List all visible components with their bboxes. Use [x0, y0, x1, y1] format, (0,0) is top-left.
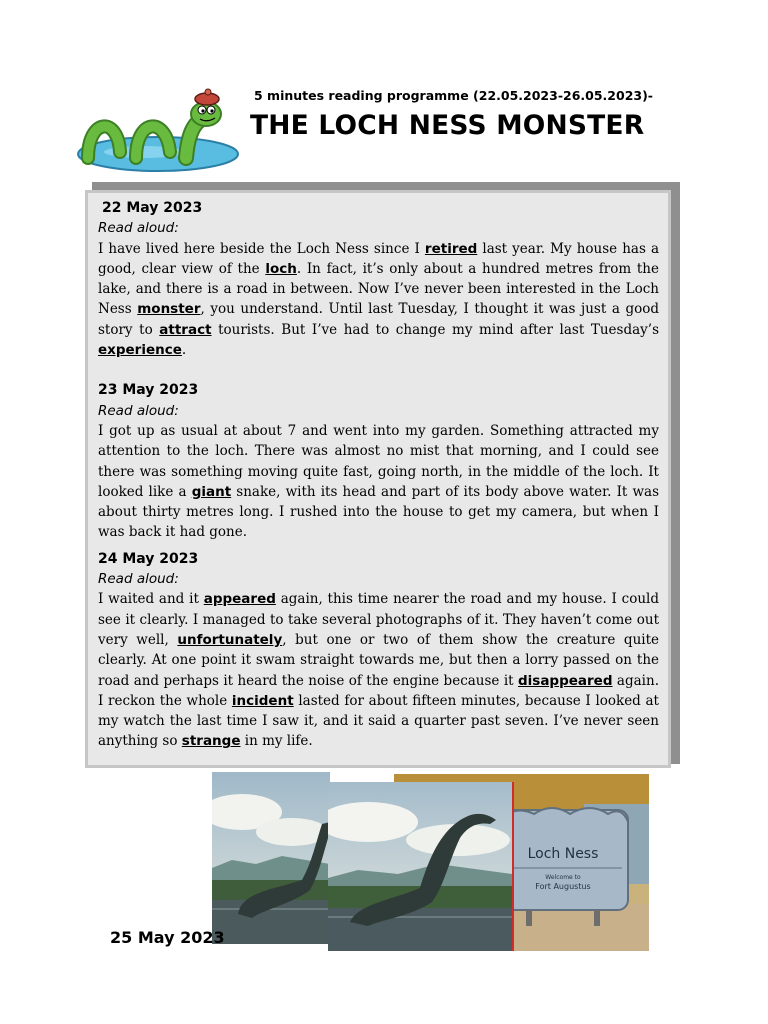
entry-date: 22 May 2023: [102, 200, 203, 216]
paragraph-text: again. I reckon the whole: [98, 672, 659, 709]
footer-date: 25 May 2023: [110, 928, 225, 947]
paragraph-text: .: [181, 342, 187, 359]
sign-welcome: Welcome to: [545, 874, 581, 881]
programme-subtitle: 5 minutes reading programme (22.05.2023-26.05.2023)-: [254, 88, 653, 103]
read-aloud-label: Read aloud:: [98, 571, 179, 588]
paragraph-text: , you understand. Until last Tuesday, I thought it was just a good story to: [98, 301, 659, 338]
paragraph-text: snake, with its head and part of its body above water. It was about thirty metres long. I rushed into the house to get my camera, but when I was back it had gone.: [98, 483, 659, 541]
paragraph-text: in my life.: [240, 733, 313, 750]
entry-date: 24 May 2023: [98, 550, 199, 567]
page-title: THE LOCH NESS MONSTER: [250, 110, 645, 141]
monster-photo-2: [328, 782, 514, 951]
paragraph-text: , but one or two of them show the creature quite clearly. At one point it swam straight towards me, but then a lorry passed on the road and perhaps it heard the noise of the engine because it: [98, 631, 659, 689]
entry-paragraph: [98, 589, 659, 751]
monster-photo-1: [212, 772, 330, 944]
paragraph-text: I waited and it: [98, 591, 204, 608]
paragraph-text: again, this time nearer the road and my house. I could see it clearly. I managed to take several photographs of it. They haven’t come out very well,: [98, 591, 659, 648]
paragraph-text: I got up as usual at about 7 and went into my garden. Something attracted my attention to the loch. There was almost no mist that morning, and I could see there was something moving quite fast, going north, in the middle of the loch. It looked like a: [98, 422, 659, 500]
paragraph-text: lasted for about fifteen minutes, because I looked at my watch the last time I saw it, and it said a quarter past seven. I’ve never seen anything so: [98, 692, 659, 750]
entry-paragraph: [98, 421, 659, 543]
vocabulary-keyword: monster: [137, 301, 201, 318]
vocabulary-keyword: retired: [424, 240, 478, 257]
vocabulary-keyword: appeared: [203, 591, 276, 608]
entry-24-may: [98, 549, 659, 752]
vocabulary-keyword: loch: [265, 260, 297, 277]
sign-title: Loch Ness: [527, 846, 599, 862]
reading-content: [98, 198, 659, 752]
vocabulary-keyword: giant: [191, 483, 232, 500]
vocabulary-keyword: incident: [231, 692, 294, 709]
entry-date: 23 May 2023: [98, 382, 199, 399]
vocabulary-keyword: attract: [159, 321, 212, 338]
vocabulary-keyword: unfortunately: [177, 631, 283, 648]
paragraph-text: . In fact, it’s only about a hundred metres from the lake, and there is a road in between. Now I’ve never been interested in the Loch Ness: [98, 260, 659, 318]
paragraph-text: last year. My house has a good, clear view of the: [98, 240, 659, 277]
read-aloud-label: Read aloud:: [98, 220, 179, 237]
read-aloud-label: Read aloud:: [98, 402, 179, 419]
entry-paragraph: [98, 239, 659, 361]
loch-ness-monster-clipart: [74, 88, 240, 180]
entry-22-may: [98, 198, 659, 360]
entry-23-may: [98, 380, 659, 542]
vocabulary-keyword: strange: [181, 733, 241, 750]
vocabulary-keyword: disappeared: [518, 672, 613, 689]
vocabulary-keyword: experience: [98, 342, 182, 359]
paragraph-text: tourists. But I’ve had to change my mind after last Tuesday’s: [211, 321, 660, 338]
paragraph-text: I have lived here beside the Loch Ness since I: [98, 240, 425, 257]
sign-town: Fort Augustus: [535, 882, 591, 891]
